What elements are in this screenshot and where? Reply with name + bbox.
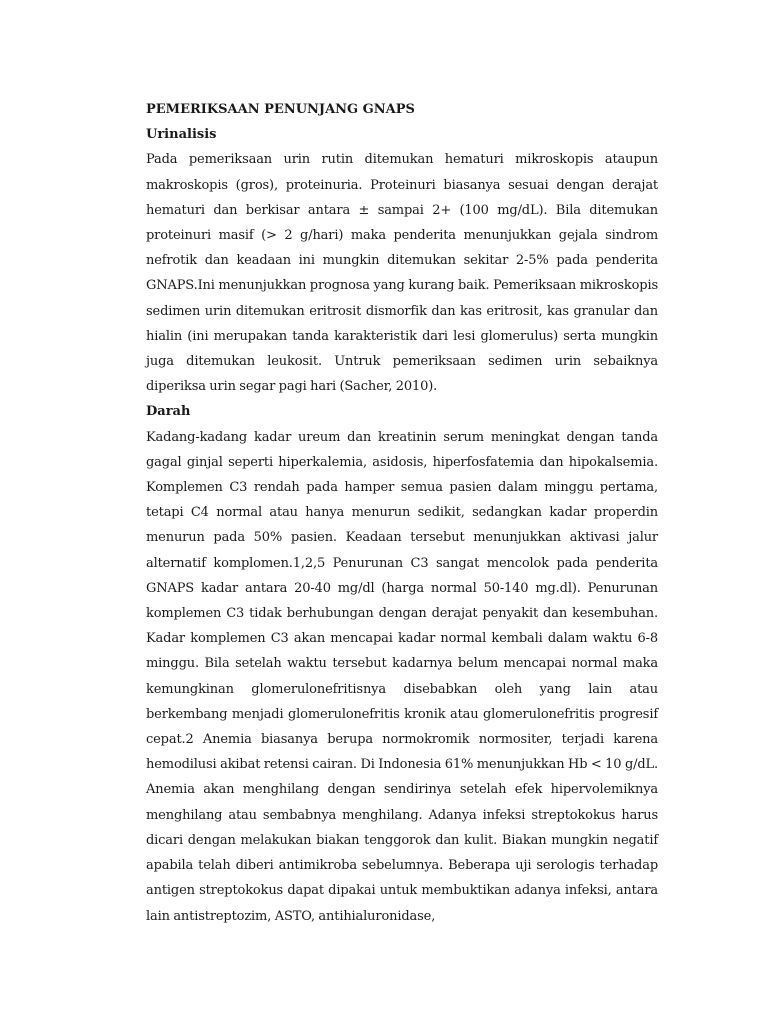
section-paragraph-urinalisis: Pada pemeriksaan urin rutin ditemukan hematuri mikroskopis ataupun makroskopis (gros), proteinuria. Proteinuri biasanya sesuai dengan derajat hematuri dan berkisar antara ± sampai 2+ (100 mg/dL). Bila ditemukan proteinuri masif (> 2 g/hari) maka penderita menunjukkan gejala sindrom nefrotik dan keadaan ini mungkin ditemukan sekitar 2-5% pada penderita GNAPS.Ini menunjukkan prognosa yang kurang baik. Pemeriksaan mikroskopis sedimen urin ditemukan eritrosit dismorfik dan kas eritrosit, kas granular dan hialin (ini merupakan tanda karakteristik dari lesi glomerulus) serta mungkin juga ditemukan leukosit. Untruk pemeriksaan sedimen urin sebaiknya diperiksa urin segar pagi hari (Sacher, 2010). [146, 152, 658, 395]
section-heading-darah: Darah [146, 404, 191, 420]
section-paragraph-darah: Kadang-kadang kadar ureum dan kreatinin serum meningkat dengan tanda gagal ginjal seperti hiperkalemia, asidosis, hiperfosfatemia dan hipokalsemia. Komplemen C3 rendah pada hamper semua pasien dalam minggu pertama, tetapi C4 normal atau hanya menurun sedikit, sedangkan kadar properdin menurun pada 50% pasien. Keadaan tersebut menunjukkan aktivasi jalur alternatif komplomen.1,2,5 Penurunan C3 sangat mencolok pada penderita GNAPS kadar antara 20-40 mg/dl (harga normal 50-140 mg.dl). Penurunan komplemen C3 tidak berhubungan dengan derajat penyakit dan kesembuhan. Kadar komplemen C3 akan mencapai kadar normal kembali dalam waktu 6-8 minggu. Bila setelah waktu tersebut kadarnya belum mencapai normal maka kemungkinan glomerulonefritisnya disebabkan oleh yang lain atau berkembang menjadi glomerulonefritis kronik atau glomerulonefritis progresif cepat.2 Anemia biasanya berupa normokromik normositer, terjadi karena hemodilusi akibat retensi cairan. Di Indonesia 61% menunjukkan Hb < 10 g/dL. Anemia akan menghilang dengan sendirinya setelah efek hipervolemiknya menghilang atau sembabnya menghilang. Adanya infeksi streptokokus harus dicari dengan melakukan biakan tenggorok dan kulit. Biakan mungkin negatif apabila telah diberi antimikroba sebelumnya. Beberapa uji serologis terhadap antigen streptokokus dapat dipakai untuk membuktikan adanya infeksi, antara lain antistreptozim, ASTO, antihialuronidase, [146, 429, 658, 924]
section-heading-urinalisis: Urinalisis [146, 127, 217, 143]
document-body [146, 97, 658, 929]
document-title: PEMERIKSAAN PENUNJANG GNAPS [146, 102, 415, 117]
